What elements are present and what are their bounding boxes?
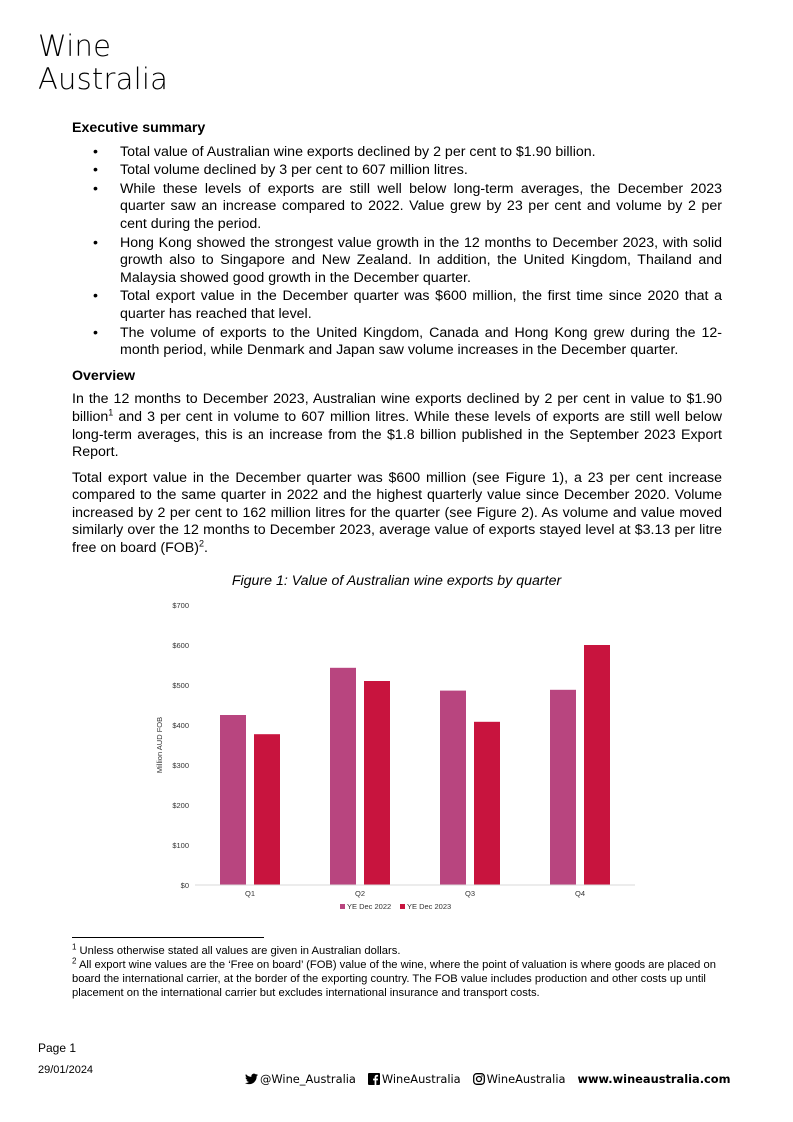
legend-label: YE Dec 2022 [347,902,392,911]
footnote-ref-2: 2 [198,538,204,549]
legend-swatch [400,904,405,909]
summary-bullet: • Total value of Australian wine exports declined by 2 per cent to $1.90 billion. [72,144,722,162]
value-by-quarter-chart [150,595,650,920]
website-link[interactable]: www.wineaustralia.com [577,1072,731,1086]
footnote-1-number: 1 [72,942,77,952]
bar-ye-dec-2023-q2 [364,681,390,885]
footnote-1 [72,944,722,958]
social-links [245,1072,743,1086]
bar-ye-dec-2022-q4 [550,690,576,885]
bar-ye-dec-2022-q3 [440,691,466,885]
page-date: 29/01/2024 [38,1064,94,1076]
legend-swatch [340,904,345,909]
y-tick-label: $0 [180,881,189,890]
x-tick-label: Q2 [354,889,366,898]
main-content [72,120,722,566]
bar-ye-dec-2022-q2 [330,668,356,885]
summary-bullet: • The volume of exports to the United Kingdom, Canada and Hong Kong grew during the 12-month period, while Denmark and Japan saw volume increases in the December quarter. [72,325,722,360]
summary-bullet: • Hong Kong showed the strongest value growth in the 12 months to December 2023, with solid growth also to Singapore and New Zealand. In addition, the United Kingdom, Thailand and Malaysia showed good growth in the December quarter. [72,235,722,288]
facebook-link[interactable] [368,1072,461,1086]
x-tick-label: Q4 [574,889,586,898]
executive-summary-list [72,144,722,360]
bar-ye-dec-2023-q1 [254,734,280,885]
x-tick-label: Q3 [464,889,476,898]
overview-p2-text-a: Total export value in the December quarter was $600 million (see Figure 1), a 23 per cent increase compared to the same quarter in 2022 and the highest quarterly value since December 2020. Volume increased by 2 per cent to 162 million litres for the quarter (see Figure 2). As volume and value moved similarly over the 12 months to December 2023, average value of exports stayed level at $3.13 per litre free on board (FOB) [72,469,722,557]
y-tick-label: $600 [172,641,189,650]
twitter-handle: @Wine_Australia [260,1072,356,1086]
bar-ye-dec-2023-q3 [474,722,500,885]
summary-bullet: • Total volume declined by 3 per cent to 607 million litres. [72,162,722,180]
footnote-ref-1: 1 [108,407,114,418]
summary-bullet: • While these levels of exports are still well below long-term averages, the December 2023 quarter saw an increase compared to 2022. Value grew by 23 per cent and volume by 2 per cent during the period. [72,181,722,234]
instagram-handle: WineAustralia [486,1072,566,1086]
x-tick-label: Q1 [244,889,256,898]
logo-line-australia: Australia [38,62,169,96]
y-axis-title: Million AUD FOB [155,716,164,774]
wine-australia-logo [38,30,168,96]
footnote-2 [72,958,722,1000]
y-tick-label: $700 [172,601,189,610]
y-tick-label: $400 [172,721,189,730]
footnotes [72,944,722,1000]
overview-p1-text-a: In the 12 months to December 2023, Australian wine exports declined by 2 per cent in value to $1.90 billion [72,391,722,425]
footnote-2-text: All export wine values are the ‘Free on board’ (FOB) value of the wine, where the point of valuation is where goods are placed on board the international carrier, at the border of the exporting country. The FOB value includes production and other costs up until placement on the international carrier but excludes international insurance and transport costs. [72,959,716,999]
y-tick-label: $300 [172,761,189,770]
y-tick-label: $100 [172,841,189,850]
overview-paragraph-2 [72,470,722,558]
footnote-divider [72,937,264,938]
bar-ye-dec-2022-q1 [220,715,246,885]
overview-p2-text-b: . [203,540,208,557]
twitter-icon [245,1073,258,1085]
logo-line-wine: Wine [38,29,112,63]
bar-ye-dec-2023-q4 [584,645,610,885]
facebook-handle: WineAustralia [381,1072,461,1086]
instagram-link[interactable] [473,1072,566,1086]
instagram-icon [473,1073,485,1085]
overview-heading: Overview [72,367,136,384]
legend-label: YE Dec 2023 [407,902,452,911]
summary-bullet: • Total export value in the December quarter was $600 million, the first time since 2020 that a quarter has reached that level. [72,288,722,323]
facebook-icon [368,1073,380,1085]
footnote-2-number: 2 [72,956,77,966]
y-tick-label: $200 [172,801,189,810]
overview-p1-text-b: and 3 per cent in volume to 607 million litres. While these levels of exports are still well below long-term averages, this is an increase from the $1.8 billion published in the September 2023 Export Report. [72,408,722,461]
twitter-link[interactable] [245,1072,356,1086]
executive-summary-heading: Executive summary [72,120,206,136]
page-number: Page 1 [38,1041,77,1055]
figure-1-title: Figure 1: Value of Australian wine exports by quarter [231,573,562,589]
overview-paragraph-1 [72,391,722,461]
y-tick-label: $500 [172,681,189,690]
footnote-1-text: Unless otherwise stated all values are given in Australian dollars. [76,945,401,957]
